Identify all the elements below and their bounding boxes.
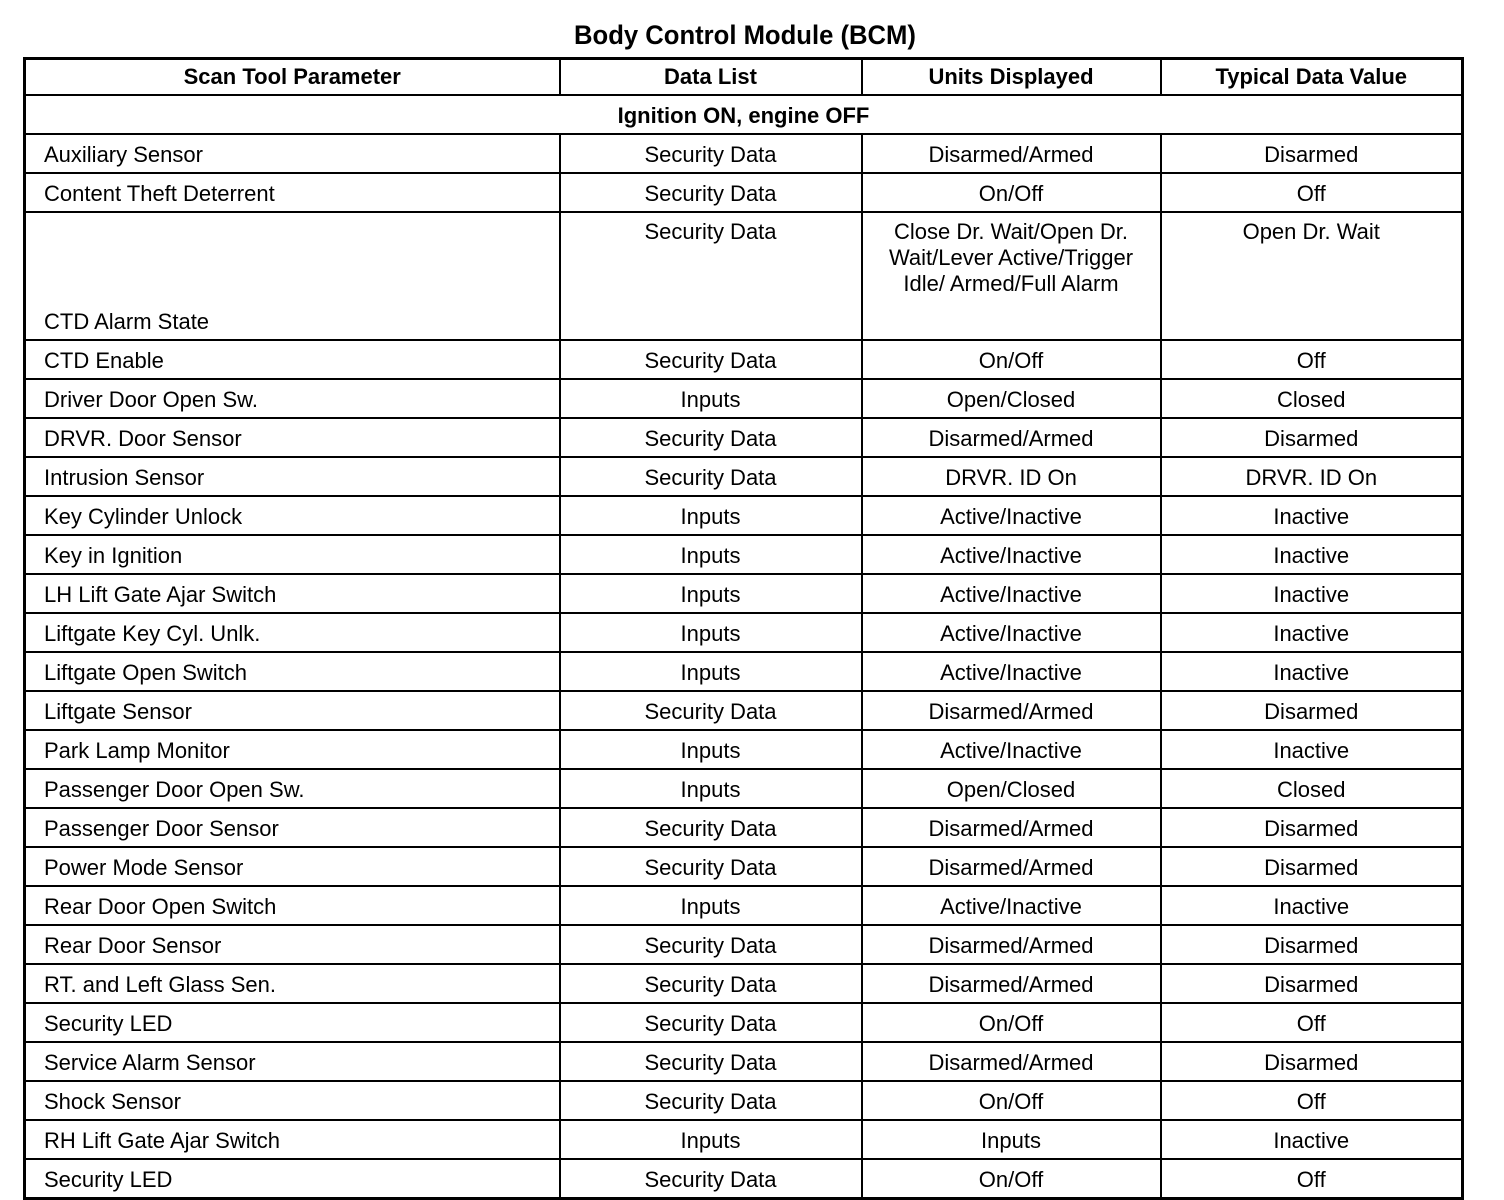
table-row	[25, 1042, 1463, 1081]
data-list-cell: Inputs	[560, 535, 862, 574]
units-cell: On/Off	[862, 340, 1161, 379]
units-cell: Active/Inactive	[862, 613, 1161, 652]
data-list-cell: Security Data	[560, 1003, 862, 1042]
table-row	[25, 496, 1463, 535]
units-cell: Open/Closed	[862, 379, 1161, 418]
data-list-cell: Security Data	[560, 1042, 862, 1081]
data-list-cell: Inputs	[560, 379, 862, 418]
units-cell: Disarmed/Armed	[862, 925, 1161, 964]
table-row	[25, 379, 1463, 418]
typical-value-cell: DRVR. ID On	[1161, 457, 1463, 496]
parameter-cell: Security LED	[25, 1003, 560, 1042]
typical-value-cell: Inactive	[1161, 886, 1463, 925]
data-list-cell: Inputs	[560, 613, 862, 652]
table-row	[25, 1120, 1463, 1159]
typical-value-cell: Disarmed	[1161, 808, 1463, 847]
units-cell: DRVR. ID On	[862, 457, 1161, 496]
data-list-cell: Security Data	[560, 418, 862, 457]
parameter-cell: RT. and Left Glass Sen.	[25, 964, 560, 1003]
data-list-cell: Security Data	[560, 847, 862, 886]
typical-value-cell: Disarmed	[1161, 1042, 1463, 1081]
data-list-cell: Security Data	[560, 808, 862, 847]
header-row	[25, 59, 1463, 96]
parameter-cell: Power Mode Sensor	[25, 847, 560, 886]
typical-value-cell: Disarmed	[1161, 134, 1463, 173]
table-row	[25, 964, 1463, 1003]
units-cell: Close Dr. Wait/Open Dr. Wait/Lever Active/Trigger Idle/ Armed/Full Alarm	[862, 212, 1161, 340]
units-cell: Disarmed/Armed	[862, 847, 1161, 886]
parameter-cell: Liftgate Key Cyl. Unlk.	[25, 613, 560, 652]
data-list-cell: Inputs	[560, 886, 862, 925]
table-row	[25, 134, 1463, 173]
typical-value-cell: Disarmed	[1161, 691, 1463, 730]
header-scan-tool-parameter: Scan Tool Parameter	[25, 59, 560, 96]
units-cell: Inputs	[862, 1120, 1161, 1159]
units-cell: Disarmed/Armed	[862, 691, 1161, 730]
data-list-cell: Security Data	[560, 173, 862, 212]
parameter-cell: RH Lift Gate Ajar Switch	[25, 1120, 560, 1159]
parameter-cell: Rear Door Sensor	[25, 925, 560, 964]
parameter-cell: CTD Enable	[25, 340, 560, 379]
units-cell: Active/Inactive	[862, 730, 1161, 769]
table-row	[25, 652, 1463, 691]
data-list-cell: Security Data	[560, 1081, 862, 1120]
parameter-cell: Security LED	[25, 1159, 560, 1199]
typical-value-cell: Inactive	[1161, 1120, 1463, 1159]
parameter-cell: CTD Alarm State	[25, 212, 560, 340]
typical-value-cell: Off	[1161, 1081, 1463, 1120]
typical-value-cell: Inactive	[1161, 574, 1463, 613]
data-list-cell: Security Data	[560, 964, 862, 1003]
data-list-cell: Security Data	[560, 457, 862, 496]
table-row	[25, 173, 1463, 212]
table-row	[25, 925, 1463, 964]
units-cell: Active/Inactive	[862, 535, 1161, 574]
parameter-cell: Key Cylinder Unlock	[25, 496, 560, 535]
parameter-cell: Content Theft Deterrent	[25, 173, 560, 212]
typical-value-cell: Disarmed	[1161, 925, 1463, 964]
header-data-list: Data List	[560, 59, 862, 96]
typical-value-cell: Open Dr. Wait	[1161, 212, 1463, 340]
data-list-cell: Inputs	[560, 769, 862, 808]
parameter-cell: Liftgate Open Switch	[25, 652, 560, 691]
typical-value-cell: Inactive	[1161, 652, 1463, 691]
typical-value-cell: Off	[1161, 173, 1463, 212]
units-cell: Active/Inactive	[862, 574, 1161, 613]
section-row	[25, 95, 1463, 134]
section-label: Ignition ON, engine OFF	[25, 95, 1463, 134]
parameter-cell: Passenger Door Open Sw.	[25, 769, 560, 808]
table-row	[25, 769, 1463, 808]
data-list-cell: Inputs	[560, 730, 862, 769]
parameter-cell: LH Lift Gate Ajar Switch	[25, 574, 560, 613]
typical-value-cell: Off	[1161, 340, 1463, 379]
parameter-cell: Key in Ignition	[25, 535, 560, 574]
typical-value-cell: Disarmed	[1161, 964, 1463, 1003]
parameter-cell: Passenger Door Sensor	[25, 808, 560, 847]
units-cell: On/Off	[862, 1003, 1161, 1042]
table-row	[25, 886, 1463, 925]
parameter-cell: Rear Door Open Switch	[25, 886, 560, 925]
units-cell: Active/Inactive	[862, 496, 1161, 535]
table-row	[25, 574, 1463, 613]
data-list-cell: Inputs	[560, 496, 862, 535]
data-list-cell: Security Data	[560, 1159, 862, 1199]
document-title: Body Control Module (BCM)	[574, 20, 916, 50]
header-units-displayed: Units Displayed	[862, 59, 1161, 96]
units-cell: On/Off	[862, 173, 1161, 212]
table-row	[25, 808, 1463, 847]
typical-value-cell: Inactive	[1161, 613, 1463, 652]
table-row	[25, 691, 1463, 730]
data-list-cell: Security Data	[560, 340, 862, 379]
data-list-cell: Inputs	[560, 574, 862, 613]
table-row	[25, 1159, 1463, 1199]
parameter-cell: Auxiliary Sensor	[25, 134, 560, 173]
parameter-cell: Service Alarm Sensor	[25, 1042, 560, 1081]
typical-value-cell: Inactive	[1161, 496, 1463, 535]
table-row	[25, 847, 1463, 886]
bcm-data-table	[23, 57, 1464, 1200]
typical-value-cell: Disarmed	[1161, 847, 1463, 886]
table-row	[25, 730, 1463, 769]
table-row	[25, 340, 1463, 379]
parameter-cell: DRVR. Door Sensor	[25, 418, 560, 457]
data-list-cell: Security Data	[560, 134, 862, 173]
table-row	[25, 1003, 1463, 1042]
units-cell: Disarmed/Armed	[862, 808, 1161, 847]
units-cell: Disarmed/Armed	[862, 964, 1161, 1003]
typical-value-cell: Inactive	[1161, 535, 1463, 574]
units-cell: Disarmed/Armed	[862, 1042, 1161, 1081]
units-cell: Active/Inactive	[862, 652, 1161, 691]
parameter-cell: Shock Sensor	[25, 1081, 560, 1120]
table-row	[25, 418, 1463, 457]
units-cell: Disarmed/Armed	[862, 418, 1161, 457]
data-list-cell: Security Data	[560, 925, 862, 964]
units-cell: Disarmed/Armed	[862, 134, 1161, 173]
typical-value-cell: Closed	[1161, 769, 1463, 808]
parameter-cell: Intrusion Sensor	[25, 457, 560, 496]
typical-value-cell: Closed	[1161, 379, 1463, 418]
data-list-cell: Security Data	[560, 691, 862, 730]
data-list-cell: Inputs	[560, 652, 862, 691]
parameter-cell: Driver Door Open Sw.	[25, 379, 560, 418]
units-cell: Active/Inactive	[862, 886, 1161, 925]
header-typical-data-value: Typical Data Value	[1161, 59, 1463, 96]
parameter-cell: Liftgate Sensor	[25, 691, 560, 730]
table-row	[25, 535, 1463, 574]
table-row	[25, 1081, 1463, 1120]
table-row	[25, 212, 1463, 340]
parameter-cell: Park Lamp Monitor	[25, 730, 560, 769]
units-cell: On/Off	[862, 1081, 1161, 1120]
table-row	[25, 613, 1463, 652]
units-cell: Open/Closed	[862, 769, 1161, 808]
table-row	[25, 457, 1463, 496]
typical-value-cell: Disarmed	[1161, 418, 1463, 457]
typical-value-cell: Off	[1161, 1159, 1463, 1199]
units-cell: On/Off	[862, 1159, 1161, 1199]
data-list-cell: Security Data	[560, 212, 862, 340]
typical-value-cell: Inactive	[1161, 730, 1463, 769]
typical-value-cell: Off	[1161, 1003, 1463, 1042]
data-list-cell: Inputs	[560, 1120, 862, 1159]
